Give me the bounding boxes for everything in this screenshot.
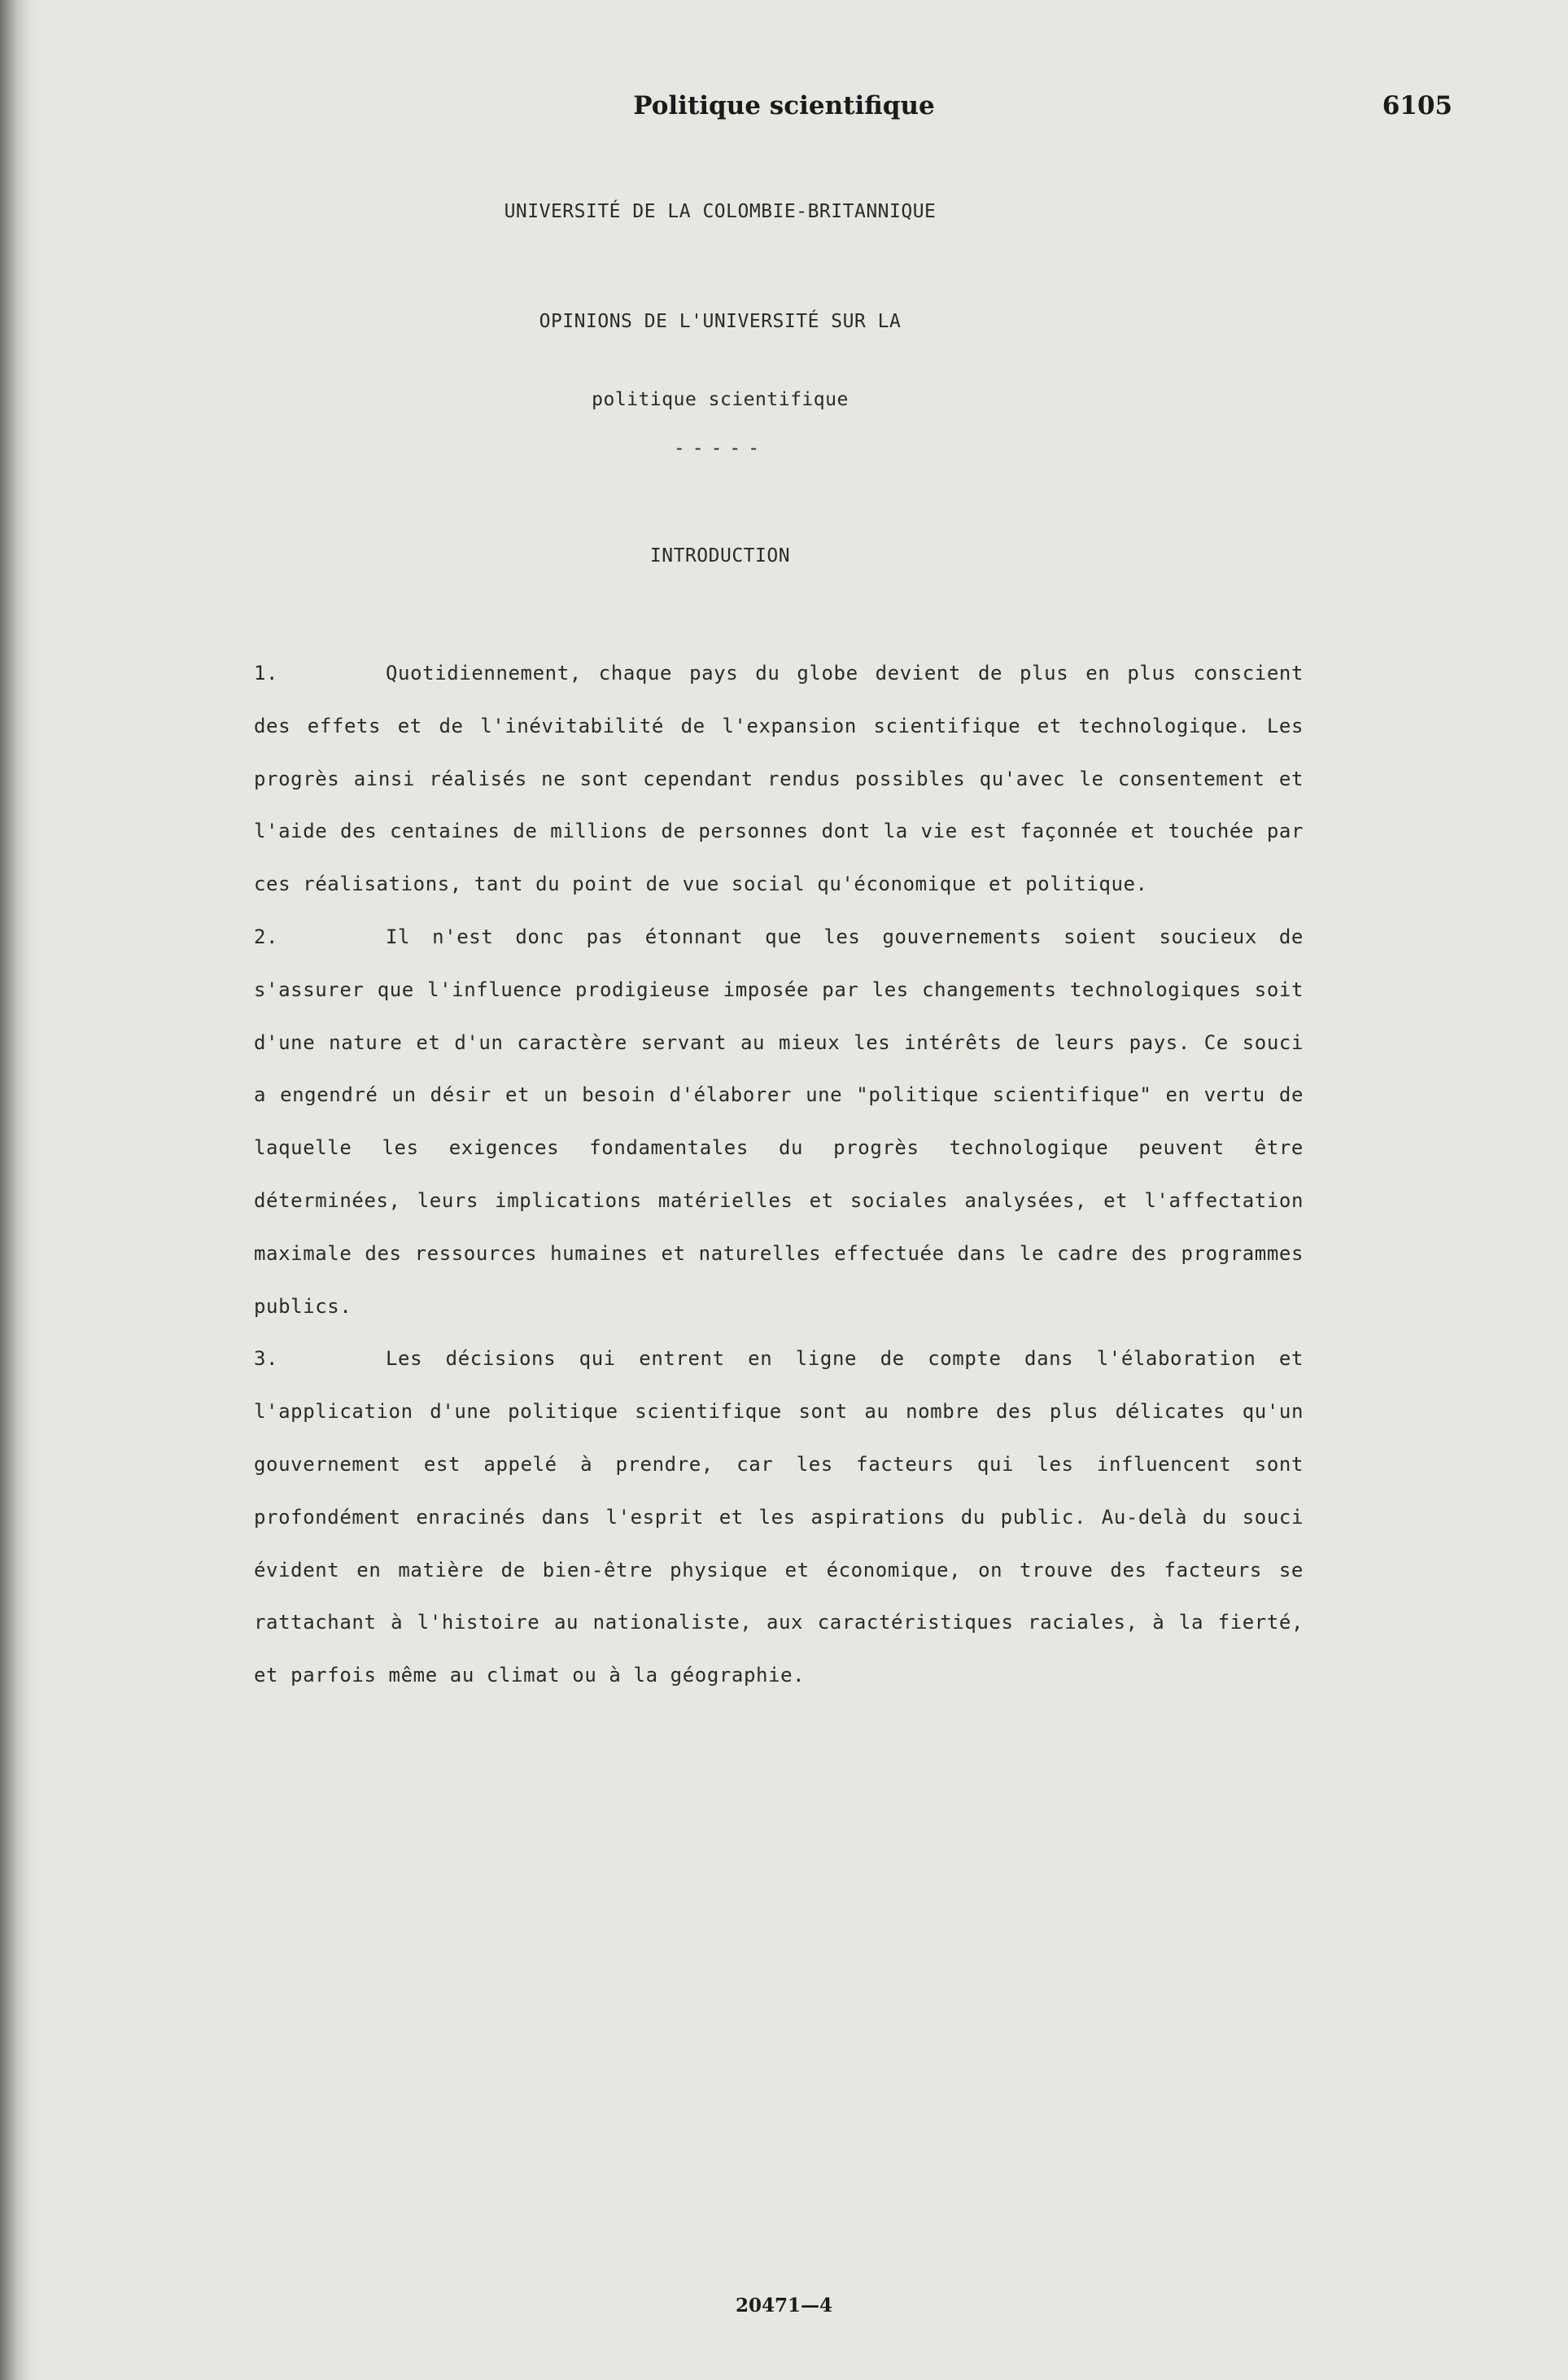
paragraph-3 xyxy=(254,1332,1304,1702)
paragraph-number: 1. xyxy=(254,662,279,685)
body-text xyxy=(254,647,1304,1702)
document-subtitle: politique scientifique xyxy=(592,389,849,410)
paragraph-text: Les décisions qui entrent en ligne de compte dans l'élaboration et l'application d'une politique scientifique sont au nombre des plus délicates qu'un gouvernement est appelé à prendre, car les facteurs qui les influencent sont profondément enracinés dans l'esprit et les aspirations du public. Au-delà du souci évident en matière de bien-être physique et économique, on trouve des facteurs se rattachant à l'histoire au nationaliste, aux caractéristiques raciales, à la fierté, et parfois même au climat ou à la géographie. xyxy=(254,1347,1304,1687)
paragraph-number: 3. xyxy=(254,1347,279,1371)
paragraph-2 xyxy=(254,911,1304,1332)
page-binding-edge xyxy=(0,0,36,2380)
separator-dashes: ----- xyxy=(673,438,767,459)
institution-heading: UNIVERSITÉ DE LA COLOMBIE-BRITANNIQUE xyxy=(504,201,937,222)
paragraph-text: Il n'est donc pas étonnant que les gouvernements soient soucieux de s'assurer que l'influence prodigieuse imposée par les changements technologiques soit d'une nature et d'un caractère servant au mieux les intérêts de leurs pays. Ce souci a engendré un désir et un besoin d'élaborer une "politique scientifique" en vertu de laquelle les exigences fondamentales du progrès technologique peuvent être déterminées, leurs implications matérielles et sociales analysées, et l'affectation maximale des ressources humaines et naturelles effectuée dans le cadre des programmes publics. xyxy=(254,925,1304,1318)
running-header-title: Politique scientifique xyxy=(633,91,935,120)
footer-print-code: 20471—4 xyxy=(735,2295,833,2317)
section-heading-introduction: INTRODUCTION xyxy=(649,545,791,567)
page-number: 6105 xyxy=(1382,91,1452,120)
document-title: OPINIONS DE L'UNIVERSITÉ SUR LA xyxy=(539,311,902,332)
paragraph-text: Quotidiennement, chaque pays du globe devient de plus en plus conscient des effets et de l'inévitabilité de l'expansion scientifique et technologique. Les progrès ainsi réalisés ne sont cependant rendus possibles qu'avec le consentement et l'aide des centaines de millions de personnes dont la vie est façonnée et touchée par ces réalisations, tant du point de vue social qu'économique et politique. xyxy=(254,662,1304,896)
paragraph-number: 2. xyxy=(254,925,279,948)
paragraph-1 xyxy=(254,647,1304,911)
